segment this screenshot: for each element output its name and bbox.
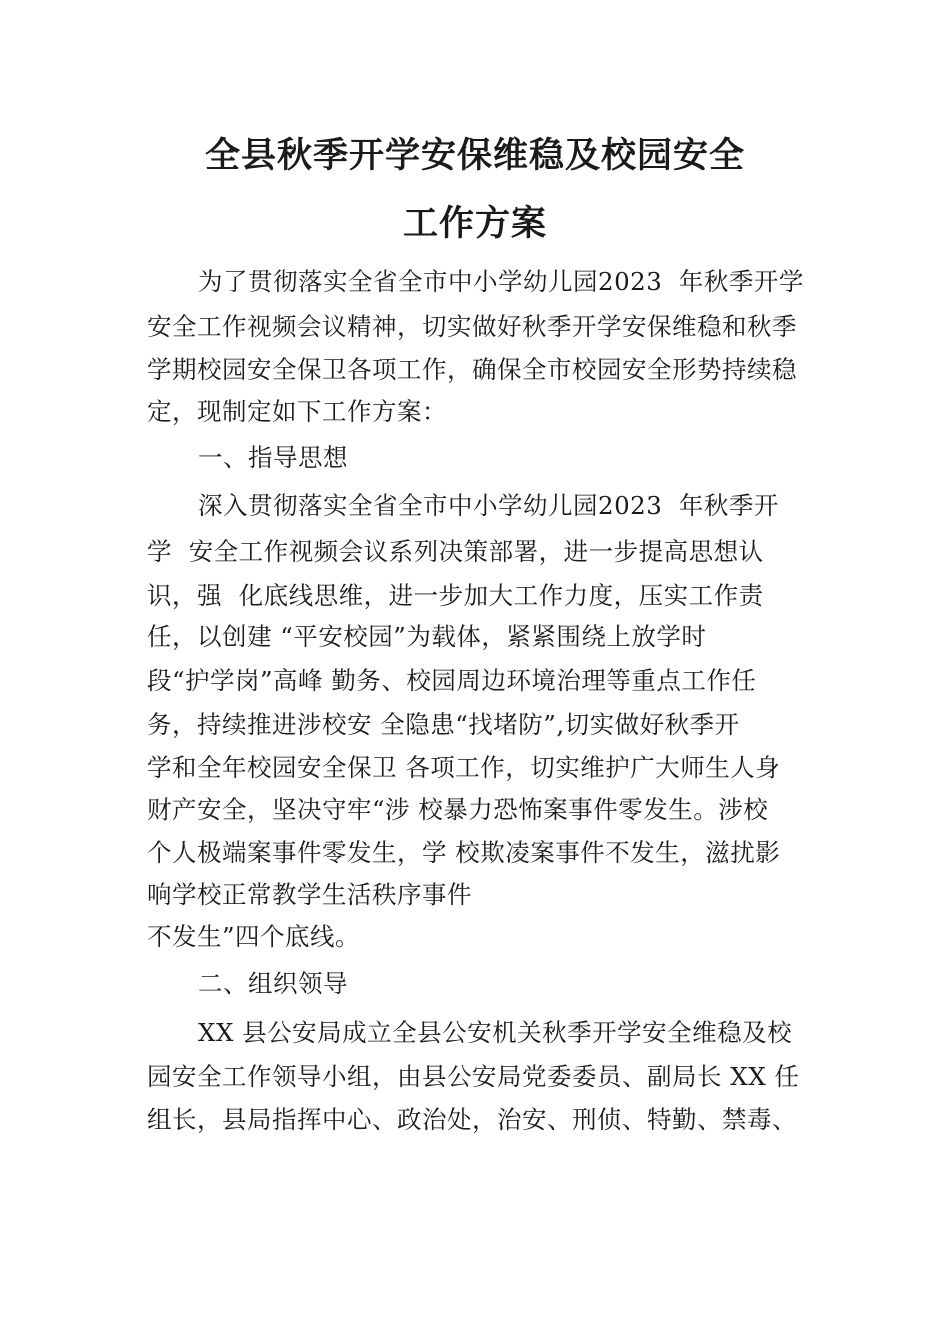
paragraph-line: 深入贯彻落实全省全市中小学幼儿园2023 年秋季开 (198, 491, 779, 520)
document-title-line-2: 工作方案 (402, 204, 547, 244)
section-heading: 一、指导思想 (198, 443, 348, 472)
paragraph-line: 财产安全，坚决守牢“涉 校暴力恐怖案事件零发生。涉校 (147, 795, 769, 824)
paragraph-line: XX 县公安局成立全县公安机关秋季开学安全维稳及校 (198, 1018, 793, 1047)
paragraph-line: 任，以创建 “平安校园”为载体，紧紧围绕上放学时 (147, 622, 707, 651)
section-heading: 二、组织领导 (198, 969, 348, 998)
paragraph-line: 为了贯彻落实全省全市中小学幼儿园2023 年秋季开学 (198, 267, 804, 296)
paragraph-line: 学和全年校园安全保卫 各项工作，切实维护广大师生人身 (147, 753, 781, 782)
paragraph-line: 学期校园安全保卫各项工作，确保全市校园安全形势持续稳 (147, 355, 797, 384)
paragraph-line: 学 安全工作视频会议系列决策部署，进一步提高思想认 (147, 537, 764, 566)
paragraph-line: 不发生”四个底线。 (147, 922, 361, 951)
paragraph-line: 段“护学岗”高峰 勤务、校园周边环境治理等重点工作任 (147, 666, 757, 695)
paragraph-line: 识，强 化底线思维，进一步加大工作力度，压实工作责 (147, 581, 764, 610)
paragraph-line: 务，持续推进涉校安 全隐患“找堵防”,切实做好秋季开 (147, 710, 740, 739)
paragraph-line: 安全工作视频会议精神，切实做好秋季开学安保维稳和秋季 (147, 312, 797, 341)
paragraph-line: 园安全工作领导小组，由县公安局党委委员、副局长 XX 任 (147, 1062, 800, 1091)
document-title-line-1: 全县秋季开学安保维稳及校园安全 (204, 136, 745, 176)
paragraph-line: 响学校正常教学生活秩序事件 (147, 880, 472, 909)
paragraph-line: 个人极端案事件零发生，学 校欺凌案事件不发生，滋扰影 (147, 838, 781, 867)
paragraph-line: 组长，县局指挥中心、政治处，治安、刑侦、特勤、禁毒、 (147, 1105, 797, 1134)
paragraph-line: 定，现制定如下工作方案： (147, 397, 447, 426)
